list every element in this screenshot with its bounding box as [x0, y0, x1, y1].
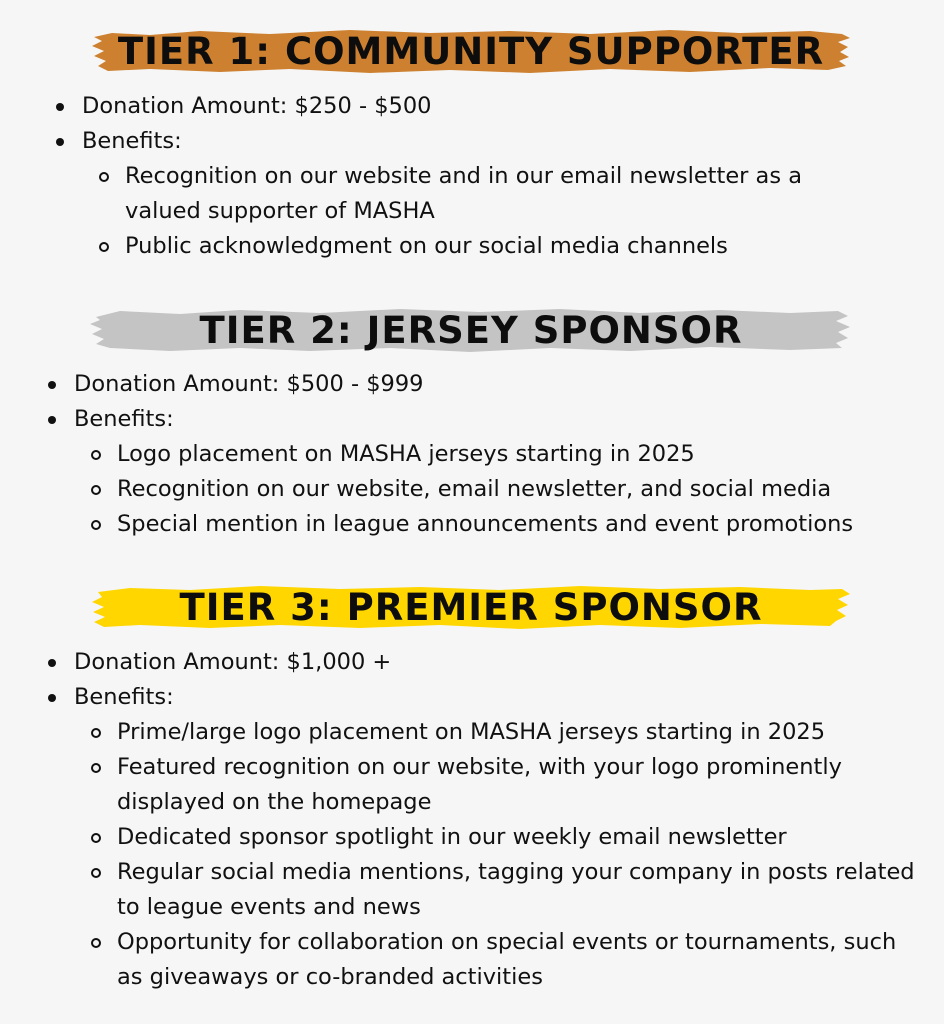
tier-2-details: [48, 367, 924, 542]
benefit-item: Special mention in league announcements and event promotions: [74, 507, 924, 542]
tier-2-title: TIER 2: JERSEY SPONSOR: [199, 309, 743, 352]
benefit-item: Recognition on our website, email newsletter, and social media: [74, 472, 924, 507]
benefit-item: Dedicated sponsor spotlight in our weekly email newsletter: [74, 820, 924, 855]
tier-1-benefit-list: [82, 159, 862, 264]
tier-2-banner: [90, 307, 852, 353]
tier-3-benefits-label: Benefits:: [74, 684, 174, 710]
tier-3-benefits: [48, 680, 924, 995]
tier-3-banner: [90, 584, 852, 630]
tier-1-benefits: [56, 124, 862, 264]
tier-1-title: TIER 1: COMMUNITY SUPPORTER: [117, 30, 825, 73]
tier-3-details: [48, 645, 924, 995]
benefit-item: Recognition on our website and in our email newsletter as a valued supporter of MASHA: [82, 159, 862, 229]
benefit-item: Regular social media mentions, tagging your company in posts related to league events and news: [74, 855, 924, 925]
benefit-item: Prime/large logo placement on MASHA jerseys starting in 2025: [74, 715, 924, 750]
benefit-item: Featured recognition on our website, with your logo prominently displayed on the homepage: [74, 750, 924, 820]
tier-3-donation-amount: Donation Amount: $1,000 +: [48, 645, 924, 680]
tier-1-details: [56, 89, 862, 264]
tier-3-title: TIER 3: PREMIER SPONSOR: [179, 586, 763, 629]
tier-2-benefits-label: Benefits:: [74, 406, 174, 432]
tier-1-banner: [90, 28, 852, 74]
benefit-item: Opportunity for collaboration on special events or tournaments, such as giveaways or co-branded activities: [74, 925, 924, 995]
tier-3-benefit-list: [74, 715, 924, 995]
benefit-item: Public acknowledgment on our social media channels: [82, 229, 862, 264]
tier-1-benefits-label: Benefits:: [82, 128, 182, 154]
tier-1-donation-amount: Donation Amount: $250 - $500: [56, 89, 862, 124]
benefit-item: Logo placement on MASHA jerseys starting in 2025: [74, 437, 924, 472]
tier-2-benefit-list: [74, 437, 924, 542]
tier-2-donation-amount: Donation Amount: $500 - $999: [48, 367, 924, 402]
tier-2-benefits: [48, 402, 924, 542]
